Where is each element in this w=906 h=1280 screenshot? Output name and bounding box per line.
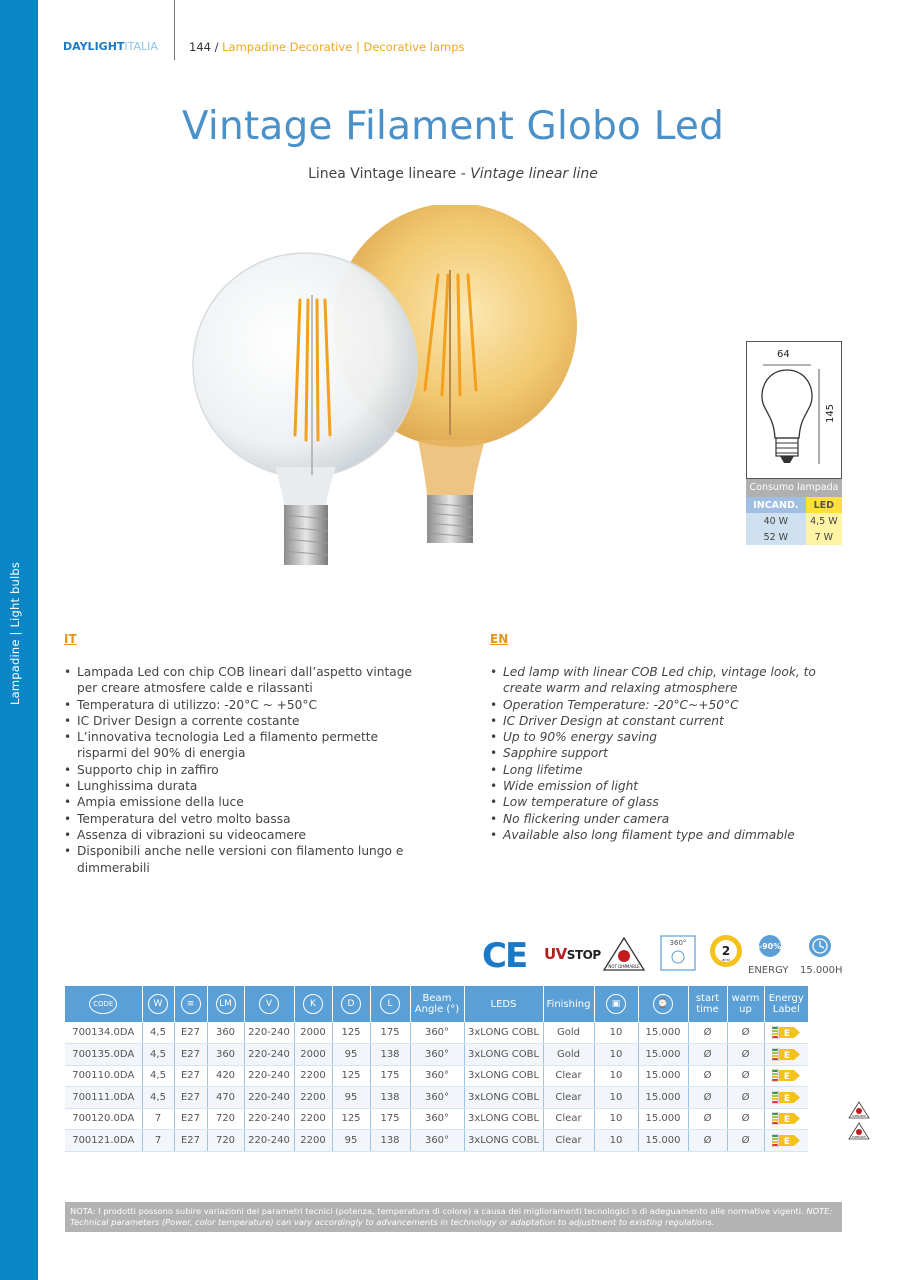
- dimension-drawing: [746, 341, 842, 479]
- cell-watt: 7: [142, 1108, 174, 1130]
- cell-kelvin: 2000: [294, 1044, 332, 1066]
- cell-diameter: 95: [332, 1044, 370, 1066]
- watt-icon: W: [148, 994, 168, 1014]
- col-socket: [174, 986, 207, 1022]
- cell-finishing: Gold: [543, 1044, 594, 1066]
- cell-length: 138: [370, 1130, 410, 1152]
- footnote: [65, 1202, 842, 1232]
- col-diameter: [332, 986, 370, 1022]
- cell-leds: 3xLONG COBL: [464, 1130, 543, 1152]
- cell-leds: 3xLONG COBL: [464, 1044, 543, 1066]
- cell-pack: 10: [594, 1108, 638, 1130]
- col-pack: [594, 986, 638, 1022]
- cell-lumen: 720: [207, 1108, 244, 1130]
- section-heading-en: EN: [490, 632, 509, 646]
- cell-warm-up: Ø: [727, 1130, 764, 1152]
- cell-watt: 7: [142, 1130, 174, 1152]
- col-leds: LEDS: [464, 986, 543, 1022]
- cell-leds: 3xLONG COBL: [464, 1022, 543, 1044]
- col-watt: [142, 986, 174, 1022]
- list-item: • Lunghissima durata: [63, 778, 423, 794]
- cell-warm-up: Ø: [727, 1087, 764, 1109]
- warranty-years: anni: [722, 958, 730, 962]
- cell-diameter: 95: [332, 1087, 370, 1109]
- col-finishing: Finishing: [543, 986, 594, 1022]
- not-dimmable-text: NOT DIMMABLE: [608, 964, 640, 969]
- cell-length: 138: [370, 1087, 410, 1109]
- stop-label: STOP: [566, 948, 601, 962]
- col-energy-label: Energy Label: [764, 986, 808, 1022]
- cell-energy-label: [764, 1044, 808, 1066]
- list-item: • Supporto chip in zaffiro: [63, 762, 423, 778]
- length-icon: L: [380, 994, 400, 1014]
- feature-list-it: [63, 664, 423, 876]
- consumption-title: Consumo lampada: [746, 479, 842, 497]
- hours-icon: ⌚: [653, 994, 673, 1014]
- col-length: [370, 986, 410, 1022]
- cell-start-time: Ø: [688, 1044, 727, 1066]
- brand-logo: [63, 40, 158, 53]
- cell-finishing: Clear: [543, 1108, 594, 1130]
- cell-socket: E27: [174, 1108, 207, 1130]
- footnote-it: NOTA: I prodotti possono subire variazioni dei parametri tecnici (potenza, temperatura di colore) a causa dei miglioramenti tecnologici o di adeguamento alle normative vigenti.: [70, 1206, 804, 1216]
- kelvin-icon: K: [303, 994, 323, 1014]
- col-warm-up: warm up: [727, 986, 764, 1022]
- page-number: 144 /: [189, 40, 219, 54]
- cell-beam-angle: 360°: [410, 1044, 464, 1066]
- cell-leds: 3xLONG COBL: [464, 1065, 543, 1087]
- cell-energy-label: [764, 1108, 808, 1130]
- cell-beam-angle: 360°: [410, 1108, 464, 1130]
- lifetime-label: 15.000H: [800, 965, 843, 976]
- col-beam-angle: Beam Angle (°): [410, 986, 464, 1022]
- beam-angle-text: 360°: [669, 939, 687, 947]
- cell-finishing: Clear: [543, 1087, 594, 1109]
- cell-energy-label: [764, 1065, 808, 1087]
- cell-beam-angle: 360°: [410, 1022, 464, 1044]
- breadcrumb: [189, 40, 465, 54]
- beam-angle-icon: [661, 936, 695, 970]
- cell-start-time: Ø: [688, 1065, 727, 1087]
- warranty-text: 2: [721, 944, 731, 958]
- cell-socket: E27: [174, 1087, 207, 1109]
- cell-diameter: 125: [332, 1022, 370, 1044]
- cell-start-time: Ø: [688, 1087, 727, 1109]
- side-label: Lampadine | Light bulbs: [8, 561, 22, 705]
- list-item: • Ampia emissione della luce: [63, 794, 423, 810]
- list-item: • Long lifetime: [489, 762, 819, 778]
- col-lifetime: [638, 986, 688, 1022]
- cell-leds: 3xLONG COBL: [464, 1108, 543, 1130]
- cell-volt: 220-240: [244, 1108, 294, 1130]
- cell-warm-up: Ø: [727, 1108, 764, 1130]
- cell-kelvin: 2200: [294, 1065, 332, 1087]
- cell-lumen: 720: [207, 1130, 244, 1152]
- cell-lifetime: 15.000: [638, 1087, 688, 1109]
- cell-socket: E27: [174, 1022, 207, 1044]
- consumption-table: [746, 497, 842, 545]
- cell-energy-label: [764, 1022, 808, 1044]
- list-item: • Available also long filament type and dimmable: [489, 827, 819, 843]
- feature-list-en: [489, 664, 819, 843]
- spec-table: [65, 986, 808, 1152]
- icon-graphics: [478, 930, 848, 980]
- energy-class-icon: [772, 1091, 800, 1104]
- cell-start-time: Ø: [688, 1108, 727, 1130]
- cell-volt: 220-240: [244, 1087, 294, 1109]
- brand-light: ITALIA: [124, 40, 158, 53]
- cell-socket: E27: [174, 1130, 207, 1152]
- consumption-led: 7 W: [806, 529, 842, 545]
- cell-diameter: 125: [332, 1108, 370, 1130]
- cell-pack: 10: [594, 1065, 638, 1087]
- col-kelvin: [294, 986, 332, 1022]
- brand-bold: DAYLIGHT: [63, 40, 125, 53]
- cell-socket: E27: [174, 1044, 207, 1066]
- list-item: • Temperatura del vetro molto bassa: [63, 811, 423, 827]
- cell-lumen: 360: [207, 1022, 244, 1044]
- consumption-led: 4,5 W: [806, 513, 842, 529]
- cell-pack: 10: [594, 1130, 638, 1152]
- box-icon: ▣: [606, 994, 626, 1014]
- cell-lumen: 470: [207, 1087, 244, 1109]
- cell-leds: 3xLONG COBL: [464, 1087, 543, 1109]
- energy-class-text: E: [784, 1136, 791, 1147]
- col-lumen: [207, 986, 244, 1022]
- footnote-en: NOTE: Technical parameters (Power, color temperature) can vary accordingly to advancements in technology or adaptation to adjustment to existing regulations.: [70, 1206, 833, 1227]
- cell-socket: E27: [174, 1065, 207, 1087]
- cell-start-time: Ø: [688, 1130, 727, 1152]
- cell-diameter: 125: [332, 1065, 370, 1087]
- cell-kelvin: 2200: [294, 1087, 332, 1109]
- volt-icon: V: [259, 994, 279, 1014]
- table-row: [65, 1044, 808, 1066]
- cell-code: 700121.0DA: [65, 1130, 142, 1152]
- list-item: • Led lamp with linear COB Led chip, vintage look, to create warm and relaxing atmosphere: [489, 664, 819, 697]
- dimmable-icon: [848, 1101, 870, 1119]
- cell-code: 700120.0DA: [65, 1108, 142, 1130]
- table-row: [65, 1108, 808, 1130]
- table-header-row: [65, 986, 808, 1022]
- list-item: • Sapphire support: [489, 745, 819, 761]
- list-item: • Disponibili anche nelle versioni con filamento lungo e dimmerabili: [63, 843, 423, 876]
- list-item: • Up to 90% energy saving: [489, 729, 819, 745]
- code-icon: CODE: [89, 994, 117, 1014]
- dimension-height: 145: [825, 403, 837, 424]
- cell-warm-up: Ø: [727, 1065, 764, 1087]
- diameter-icon: D: [341, 994, 361, 1014]
- cell-kelvin: 2000: [294, 1022, 332, 1044]
- cell-code: 700111.0DA: [65, 1087, 142, 1109]
- cell-pack: 10: [594, 1044, 638, 1066]
- subtitle-it: Linea Vintage lineare -: [308, 166, 466, 182]
- cell-watt: 4,5: [142, 1022, 174, 1044]
- cell-watt: 4,5: [142, 1044, 174, 1066]
- energy-class-icon: [772, 1069, 800, 1082]
- table-row: [65, 1065, 808, 1087]
- cell-kelvin: 2200: [294, 1108, 332, 1130]
- col-volt: [244, 986, 294, 1022]
- cell-watt: 4,5: [142, 1065, 174, 1087]
- cell-length: 175: [370, 1022, 410, 1044]
- cell-pack: 10: [594, 1087, 638, 1109]
- dimension-width: 64: [777, 349, 790, 360]
- cell-diameter: 95: [332, 1130, 370, 1152]
- energy-class-text: E: [784, 1093, 791, 1104]
- col-code: [65, 986, 142, 1022]
- list-item: • Low temperature of glass: [489, 794, 819, 810]
- cell-beam-angle: 360°: [410, 1065, 464, 1087]
- energy-class-icon: [772, 1048, 800, 1061]
- dimmable-text: DIMMABLE: [852, 1115, 866, 1118]
- lumen-icon: LM: [216, 994, 236, 1014]
- cell-pack: 10: [594, 1022, 638, 1044]
- consumption-col-incand: INCAND.: [746, 497, 806, 513]
- certification-icons: [478, 930, 848, 980]
- page-category: Lampadine Decorative | Decorative lamps: [222, 40, 465, 54]
- list-item: • Operation Temperature: -20°C~+50°C: [489, 697, 819, 713]
- cell-energy-label: [764, 1130, 808, 1152]
- saving-text: -90%: [758, 942, 782, 951]
- page-title: Vintage Filament Globo Led: [181, 104, 725, 149]
- cell-beam-angle: 360°: [410, 1087, 464, 1109]
- table-row: [65, 1022, 808, 1044]
- consumption-incand: 52 W: [746, 529, 806, 545]
- consumption-col-led: LED: [806, 497, 842, 513]
- col-start-time: start time: [688, 986, 727, 1022]
- cell-start-time: Ø: [688, 1022, 727, 1044]
- energy-class-icon: [772, 1134, 800, 1147]
- energy-saving-icon: [759, 935, 781, 957]
- cell-code: 700134.0DA: [65, 1022, 142, 1044]
- cell-finishing: Gold: [543, 1022, 594, 1044]
- uv-label: UV: [544, 945, 567, 963]
- cell-volt: 220-240: [244, 1130, 294, 1152]
- cell-warm-up: Ø: [727, 1044, 764, 1066]
- consumption-incand: 40 W: [746, 513, 806, 529]
- cell-lifetime: 15.000: [638, 1044, 688, 1066]
- cell-energy-label: [764, 1087, 808, 1109]
- cell-finishing: Clear: [543, 1130, 594, 1152]
- cell-code: 700135.0DA: [65, 1044, 142, 1066]
- cell-volt: 220-240: [244, 1022, 294, 1044]
- header-divider: [174, 0, 175, 60]
- list-item: • IC Driver Design a corrente costante: [63, 713, 423, 729]
- clock-icon: [809, 935, 831, 957]
- cell-volt: 220-240: [244, 1065, 294, 1087]
- cell-warm-up: Ø: [727, 1022, 764, 1044]
- cell-length: 175: [370, 1108, 410, 1130]
- list-item: • No flickering under camera: [489, 811, 819, 827]
- cell-finishing: Clear: [543, 1065, 594, 1087]
- cell-watt: 4,5: [142, 1087, 174, 1109]
- list-item: • IC Driver Design at constant current: [489, 713, 819, 729]
- cell-length: 175: [370, 1065, 410, 1087]
- page-subtitle: [0, 166, 906, 182]
- bulb-outline-icon: [747, 342, 843, 480]
- cell-lifetime: 15.000: [638, 1065, 688, 1087]
- cell-lumen: 360: [207, 1044, 244, 1066]
- energy-class-text: E: [784, 1029, 791, 1039]
- subtitle-en: Vintage linear line: [470, 166, 598, 182]
- list-item: • Wide emission of light: [489, 778, 819, 794]
- energy-class-icon: [772, 1026, 800, 1039]
- energy-class-text: E: [784, 1072, 791, 1083]
- cell-kelvin: 2200: [294, 1130, 332, 1152]
- table-row: [65, 1130, 808, 1152]
- cell-volt: 220-240: [244, 1044, 294, 1066]
- energy-class-icon: [772, 1112, 800, 1125]
- energy-label: ENERGY: [748, 965, 789, 976]
- list-item: • Assenza di vibrazioni su videocamere: [63, 827, 423, 843]
- warranty-icon: [710, 935, 742, 967]
- cell-lumen: 420: [207, 1065, 244, 1087]
- not-dimmable-icon: [604, 938, 644, 970]
- product-image: [190, 205, 590, 585]
- cell-beam-angle: 360°: [410, 1130, 464, 1152]
- cell-length: 138: [370, 1044, 410, 1066]
- dimmable-icon: [848, 1122, 870, 1140]
- cell-lifetime: 15.000: [638, 1130, 688, 1152]
- socket-icon: ≡: [181, 994, 201, 1014]
- cell-lifetime: 15.000: [638, 1108, 688, 1130]
- table-row: [65, 1087, 808, 1109]
- ce-mark-icon: CE: [482, 936, 527, 976]
- section-heading-it: IT: [64, 632, 77, 646]
- list-item: • Temperatura di utilizzo: -20°C ~ +50°C: [63, 697, 423, 713]
- dimmable-text: DIMMABLE: [852, 1136, 866, 1139]
- energy-class-text: E: [784, 1115, 791, 1126]
- energy-class-text: E: [784, 1050, 791, 1061]
- list-item: • L’innovativa tecnologia Led a filamento permette risparmi del 90% di energia: [63, 729, 423, 762]
- list-item: • Lampada Led con chip COB lineari dall’aspetto vintage per creare atmosfere calde e rilassanti: [63, 664, 423, 697]
- cell-code: 700110.0DA: [65, 1065, 142, 1087]
- cell-lifetime: 15.000: [638, 1022, 688, 1044]
